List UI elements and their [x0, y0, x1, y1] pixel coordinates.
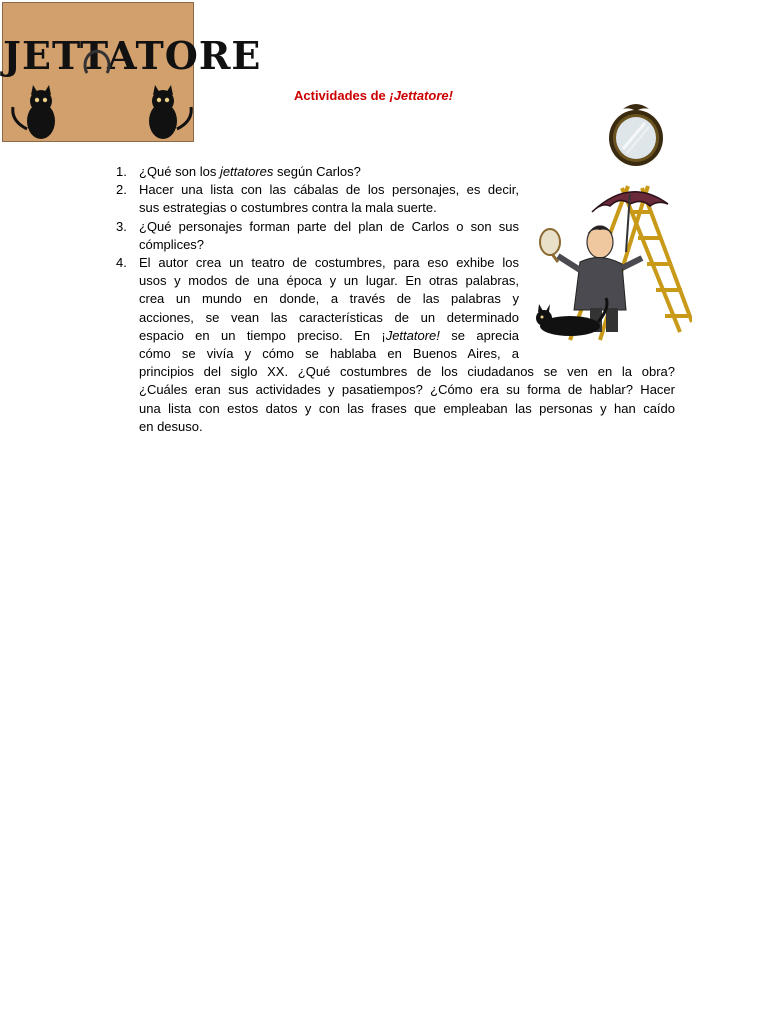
mirror-icon [607, 101, 665, 167]
jettatore-logo [2, 2, 262, 142]
list-item: 3. ¿Qué personajes forman parte del plan de Carlos o son sus cómplices? [116, 218, 519, 252]
logo-wordmark: JETTATORE [3, 33, 262, 78]
black-cat-right-icon [149, 85, 191, 139]
list-item: 1. ¿Qué son los jettatores según Carlos? [116, 164, 361, 179]
list-item: 2. Hacer una lista con las cábalas de los personajes, es decir, sus estrategias o costumbres contra la mala suerte. [116, 182, 519, 216]
list-item: 4. El autor crea un teatro de costumbres, para eso exhibe los usos y modos de una época y un lugar. En otras palabras, crea un mundo en donde, a través de las palabras y acciones, se vean las características de un determinado espacio en un tiempo preciso. En ¡Jettatore! se aprecia cómo se vivía y cómo se hablaba en Buenos Aires, a principios del siglo XX. ¿Qué costumbres de los ciudadanos se ven en la obra? ¿Cuáles eran sus actividades y pasatiempos? ¿Cómo era su forma de hablar? Hacer una lista con estos datos y con las frases que empleaban las personas y han caído en desuso. [116, 255, 675, 434]
logo-artwork [3, 3, 262, 143]
title-italic: ¡Jettatore! [389, 88, 453, 103]
black-cat-left-icon [13, 85, 55, 139]
page-title: Actividades de ¡Jettatore! [294, 88, 453, 103]
